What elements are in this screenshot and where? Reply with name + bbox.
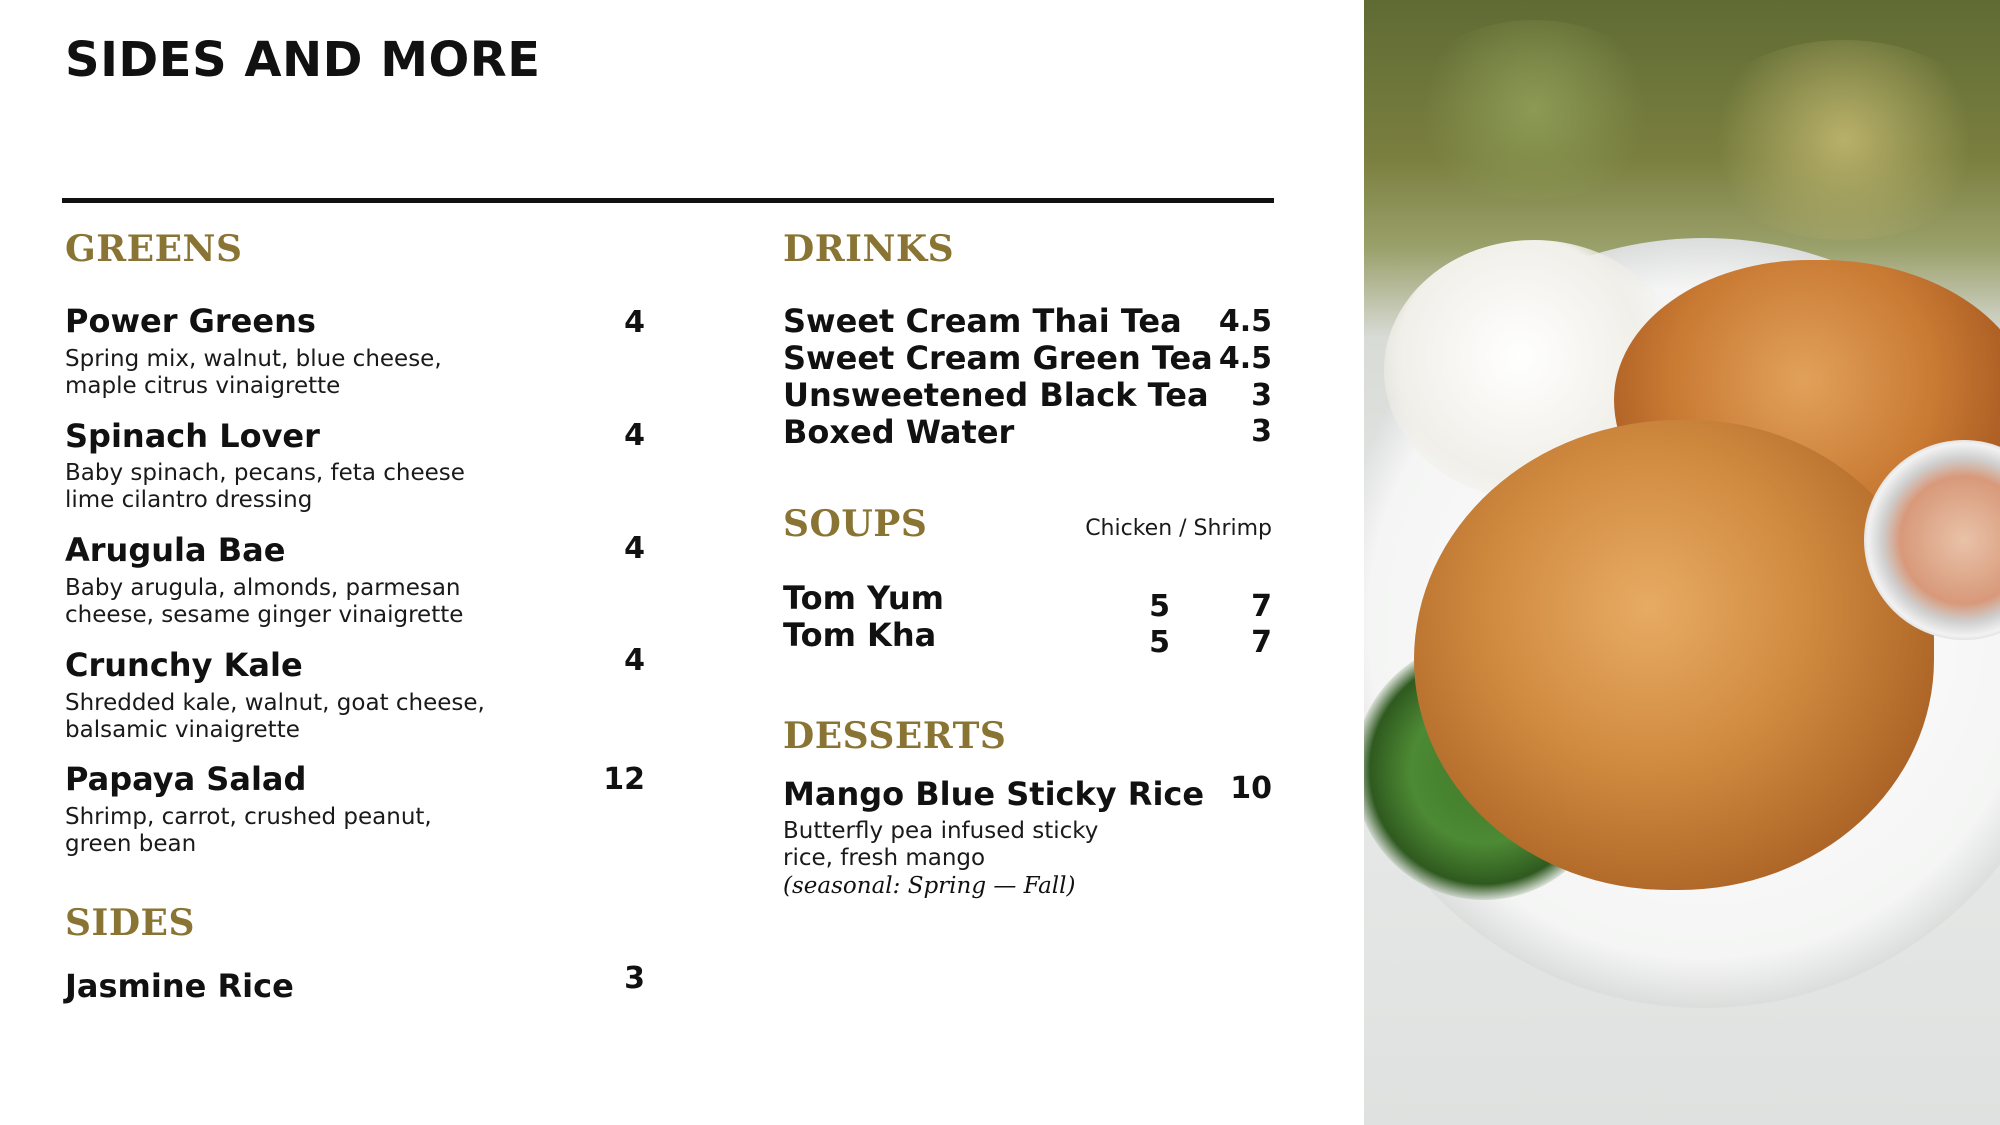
menu-item-name: Papaya Salad (65, 760, 307, 798)
menu-item-price: 3 (624, 961, 645, 996)
menu-item-name: Power Greens (65, 302, 316, 340)
menu-item-description: Baby spinach, pecans, feta cheese (65, 460, 465, 486)
menu-item-name: Crunchy Kale (65, 646, 303, 684)
menu-item-name: Sweet Cream Thai Tea (783, 302, 1182, 340)
menu-item-name: Boxed Water (783, 413, 1015, 451)
menu-item-name: Tom Kha (783, 616, 937, 654)
menu-item-description: Shrimp, carrot, crushed peanut, (65, 804, 432, 830)
menu-item-name: Sweet Cream Green Tea (783, 339, 1213, 377)
menu-item-description: Butterfly pea infused sticky (783, 818, 1099, 844)
menu-item-price: 4.5 (1218, 304, 1272, 339)
page-title: SIDES AND MORE (65, 32, 541, 88)
fried-chicken-plate-icon (1364, 0, 2000, 1125)
menu-item-price: 10 (1230, 771, 1272, 806)
menu-item-description: cheese, sesame ginger vinaigrette (65, 602, 464, 628)
menu-item-price-shrimp: 7 (1251, 625, 1272, 660)
menu-item-price: 3 (1251, 378, 1272, 413)
menu-item-price: 12 (603, 762, 645, 797)
menu-item-description: maple citrus vinaigrette (65, 373, 341, 399)
desserts-section-title: DESSERTS (783, 715, 1007, 757)
menu-item-description: green bean (65, 831, 197, 857)
menu-item-name: Tom Yum (783, 579, 945, 617)
menu-item-price: 3 (1251, 414, 1272, 449)
soups-section-title: SOUPS (783, 503, 928, 545)
menu-item-price: 4.5 (1218, 341, 1272, 376)
menu-item-description: rice, fresh mango (783, 845, 986, 871)
menu-item-name: Spinach Lover (65, 417, 320, 455)
menu-item-description: balsamic vinaigrette (65, 717, 300, 743)
menu-item-price: 4 (624, 643, 645, 678)
menu-item-price: 4 (624, 305, 645, 340)
drinks-section-title: DRINKS (783, 228, 955, 270)
menu-item-price-chicken: 5 (1149, 625, 1170, 660)
menu-item-name: Unsweetened Black Tea (783, 376, 1209, 414)
menu-item-description: Baby arugula, almonds, parmesan (65, 575, 461, 601)
menu-item-name: Jasmine Rice (65, 967, 294, 1005)
title-divider (62, 198, 1274, 203)
menu-item-name: Arugula Bae (65, 531, 286, 569)
menu-item-name: Mango Blue Sticky Rice (783, 775, 1205, 813)
menu-item-description: Shredded kale, walnut, goat cheese, (65, 690, 485, 716)
menu-item-price-chicken: 5 (1149, 589, 1170, 624)
menu-item-price: 4 (624, 531, 645, 566)
menu-item-description: lime cilantro dressing (65, 487, 313, 513)
sides-section-title: SIDES (65, 902, 195, 944)
menu-item-price-shrimp: 7 (1251, 589, 1272, 624)
menu-item-description: Spring mix, walnut, blue cheese, (65, 346, 442, 372)
seasonal-note: (seasonal: Spring — Fall) (783, 873, 1076, 899)
menu-item-price: 4 (624, 418, 645, 453)
greens-section-title: GREENS (65, 228, 243, 270)
soups-price-header: Chicken / Shrimp (1085, 516, 1272, 541)
